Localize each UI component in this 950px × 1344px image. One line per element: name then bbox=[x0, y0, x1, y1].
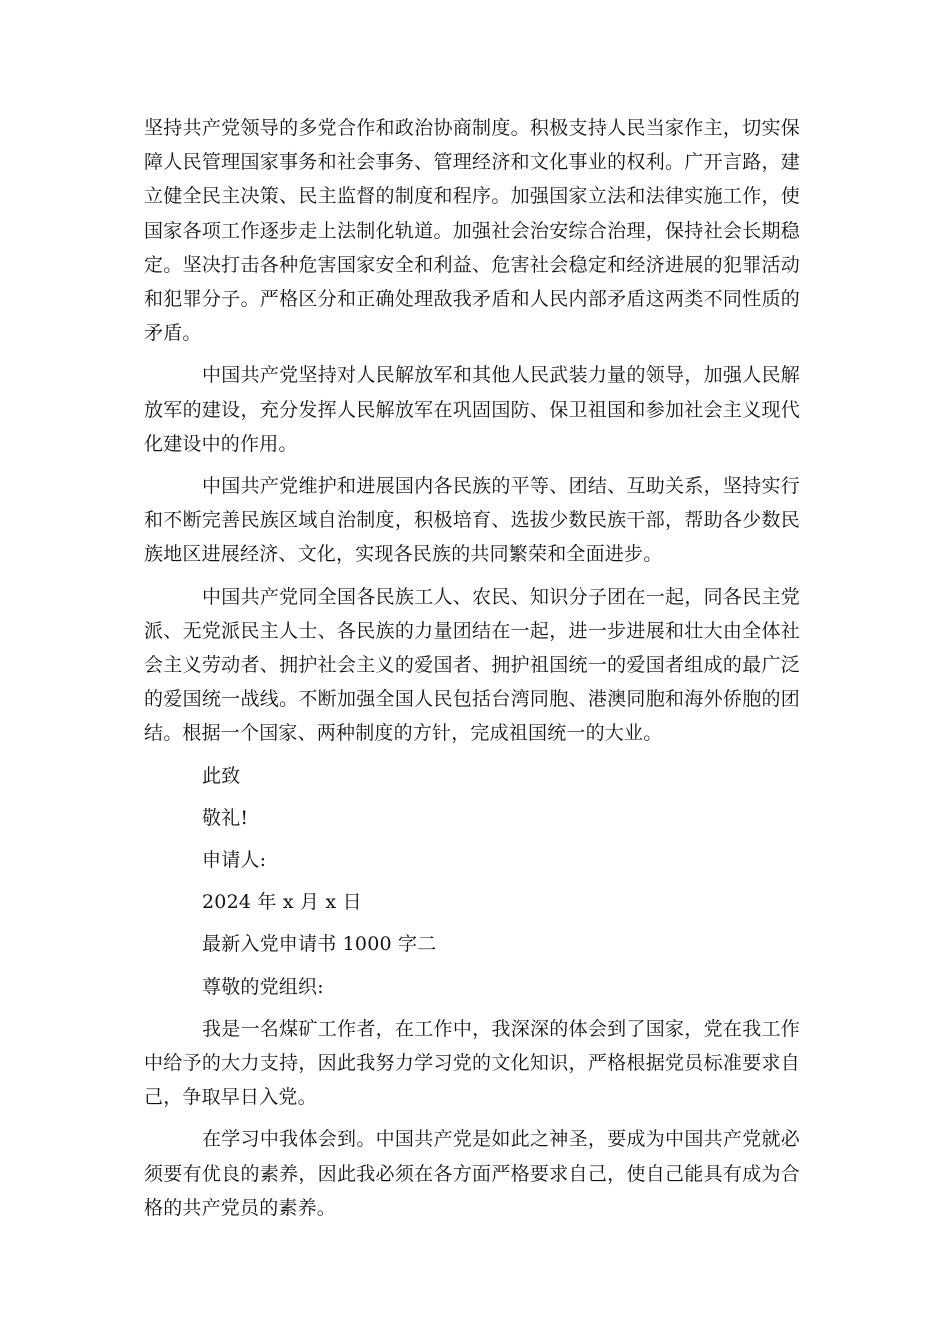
closing-jingli: 敬礼! bbox=[202, 806, 249, 829]
document-body bbox=[144, 111, 800, 1233]
paragraph-2: 中国共产党坚持对人民解放军和其他人民武装力量的领导，加强人民解放军的建设，充分发挥人民解放军在巩固国防、保卫祖国和参加社会主义现代化建设中的作用。 bbox=[144, 364, 800, 455]
paragraph-5: 我是一名煤矿工作者，在工作中，我深深的体会到了国家，党在我工作中给予的大力支持，因此我努力学习党的文化知识，严格根据党员标准要求自己，争取早日入党。 bbox=[144, 1017, 800, 1109]
paragraph-6: 在学习中我体会到。中国共产党是如此之神圣，要成为中国共产党就必须要有优良的素养，因此我必须在各方面严格要求自己，使自己能具有成为合格的共产党员的素养。 bbox=[144, 1128, 800, 1219]
second-letter-title: 最新入党申请书 1000 字二 bbox=[202, 933, 437, 956]
closing-zhi: 此致 bbox=[202, 764, 241, 787]
paragraph-3: 中国共产党维护和进展国内各民族的平等、团结、互助关系，坚持实行和不断完善民族区域自治制度，积极培育、选拔少数民族干部，帮助各少数民族地区进展经济、文化，实现各民族的共同繁荣和全面进步。 bbox=[144, 475, 800, 566]
paragraph-1: 坚持共产党领导的多党合作和政治协商制度。积极支持人民当家作主，切实保障人民管理国家事务和社会事务、管理经济和文化事业的权利。广开言路，建立健全民主决策、民主监督的制度和程序。加强国家立法和法律实施工作，使国家各项工作逐步走上法制化轨道。加强社会治安综合治理，保持社会长期稳定。坚决打击各种危害国家安全和利益、危害社会稳定和经济进展的犯罪活动和犯罪分子。严格区分和正确处理敌我矛盾和人民内部矛盾这两类不同性质的矛盾。 bbox=[144, 117, 800, 345]
date-line: 2024 年 x 月 x 日 bbox=[202, 891, 362, 914]
paragraph-4: 中国共产党同全国各民族工人、农民、知识分子团在一起，同各民主党派、无党派民主人士、各民族的力量团结在一起，进一步进展和壮大由全体社会主义劳动者、拥护社会主义的爱国者、拥护祖国统一的爱国者组成的最广泛的爱国统一战线。不断加强全国人民包括台湾同胞、港澳同胞和海外侨胞的团结。根据一个国家、两种制度的方针，完成祖国统一的大业。 bbox=[144, 585, 800, 745]
applicant-label: 申请人: bbox=[202, 849, 267, 872]
salutation: 尊敬的党组织: bbox=[202, 975, 324, 998]
